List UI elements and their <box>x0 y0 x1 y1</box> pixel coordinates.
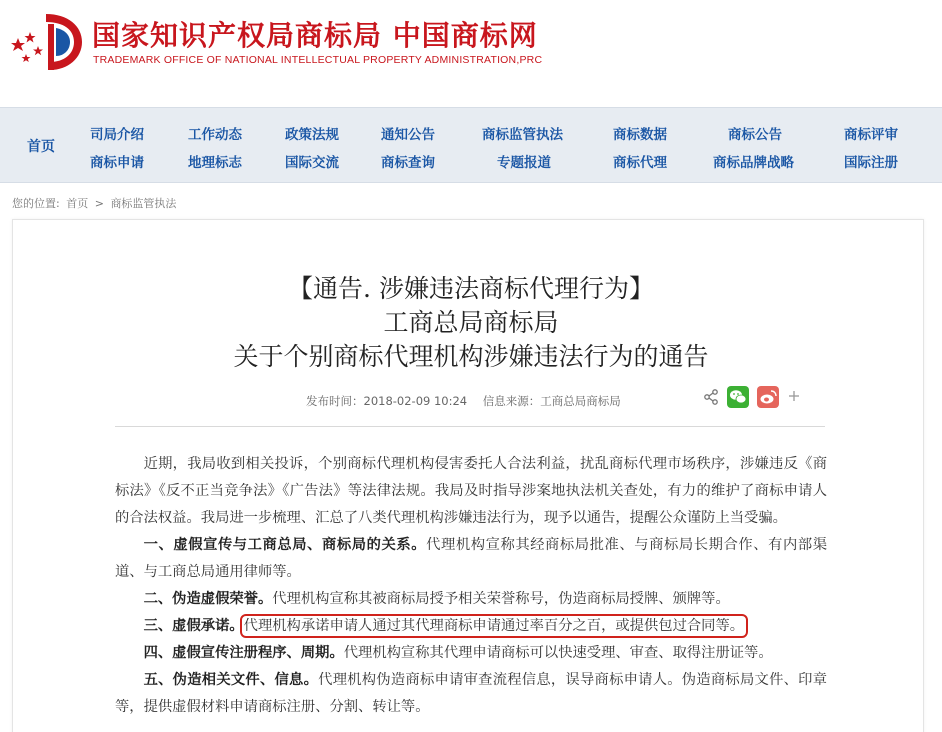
share-icon[interactable] <box>703 389 719 405</box>
breadcrumb-current[interactable]: 商标监管执法 <box>110 197 177 210</box>
title-divider <box>115 426 825 427</box>
article-title <box>0 272 942 374</box>
nav-item-trademark-agency[interactable]: 商标代理 <box>613 155 667 171</box>
breadcrumb-separator: > <box>94 197 104 210</box>
intro-paragraph: 近期，我局收到相关投诉，个别商标代理机构侵害委托人合法利益，扰乱商标代理市场秩序，涉嫌违反《商标法》《反不正当竞争法》《广告法》等法律法规。我局及时指导涉案地执法机关查处，有力的维护了商标申请人的合法权益。我局进一步梳理、汇总了八类代理机构涉嫌违法行为，现予以通告，提醒公众谨防上当受骗。 <box>115 456 827 526</box>
nav-item-international-registration[interactable]: 国际注册 <box>844 155 898 171</box>
nav-item-trademark-data[interactable]: 商标数据 <box>613 127 667 143</box>
item-heading: 四、虚假宣传注册程序、周期。 <box>143 645 344 661</box>
wechat-icon[interactable] <box>727 386 749 408</box>
article-title-line-1: 【通告. 涉嫌违法商标代理行为】 <box>288 274 654 303</box>
site-header <box>0 0 942 107</box>
nav-item-trademark-review[interactable]: 商标评审 <box>844 127 898 143</box>
article-title-line-3: 关于个别商标代理机构涉嫌违法行为的通告 <box>233 342 709 371</box>
nav-item-trademark-application[interactable]: 商标申请 <box>90 155 144 171</box>
nav-item-geographical-indication[interactable]: 地理标志 <box>188 155 242 171</box>
info-source: 信息来源：工商总局商标局 <box>482 394 621 408</box>
nav-item-trademark-announcement[interactable]: 商标公告 <box>728 127 782 143</box>
highlighted-text: 代理机构承诺申请人通过其代理商标申请通过率百分之百，或提供包过合同等。 <box>243 618 745 634</box>
item-text: 代理机构宣称其代理申请商标可以快速受理、审查、取得注册证等。 <box>343 645 773 661</box>
site-title: 国家知识产权局商标局 中国商标网 <box>92 19 538 52</box>
item-heading: 二、伪造虚假荣誉。 <box>143 591 273 607</box>
nav-item-international-exchange[interactable]: 国际交流 <box>285 155 339 171</box>
nav-item-notices[interactable]: 通知公告 <box>381 127 435 143</box>
nav-item-special-reports[interactable]: 专题报道 <box>497 155 551 171</box>
weibo-icon[interactable] <box>757 386 779 408</box>
item-heading: 三、虚假承诺。 <box>143 618 244 634</box>
nav-item-work-news[interactable]: 工作动态 <box>188 127 242 143</box>
plus-icon[interactable] <box>787 389 801 403</box>
item-text: 代理机构宣称其被商标局授予相关荣誉称号，伪造商标局授牌、颁牌等。 <box>272 591 730 607</box>
article-body <box>115 451 827 721</box>
breadcrumb-label: 您的位置: <box>12 197 60 210</box>
item-paragraph <box>115 640 827 667</box>
main-nav <box>0 107 942 183</box>
nav-item-trademark-search[interactable]: 商标查询 <box>381 155 435 171</box>
nav-item-policies-laws[interactable]: 政策法规 <box>285 127 339 143</box>
logo-icon[interactable] <box>8 12 88 74</box>
item-paragraph <box>115 667 827 721</box>
nav-item-bureau-intro[interactable]: 司局介绍 <box>90 127 144 143</box>
article-meta <box>306 393 621 409</box>
item-paragraph <box>115 613 827 640</box>
breadcrumb-home[interactable]: 首页 <box>66 197 89 210</box>
item-text: 代理机构伪造商标申请审查流程信息，误导商标申请人。伪造商标局文件、印章等，提供虚假材料申请商标注册、分割、转让等。 <box>115 672 828 715</box>
item-heading: 五、伪造相关文件、信息。 <box>143 672 319 688</box>
site-subtitle: TRADEMARK OFFICE OF NATIONAL INTELLECTUAL PROPERTY ADMINISTRATION,PRC <box>93 54 543 66</box>
article-title-line-2: 工商总局商标局 <box>383 308 559 337</box>
item-heading: 一、虚假宣传与工商总局、商标局的关系。 <box>143 537 427 553</box>
nav-item-brand-strategy[interactable]: 商标品牌战略 <box>713 155 794 171</box>
nav-home[interactable]: 首页 <box>27 139 55 155</box>
breadcrumb <box>12 195 176 211</box>
item-paragraph <box>115 532 827 586</box>
nav-item-supervision-enforcement[interactable]: 商标监管执法 <box>482 127 563 143</box>
item-text: 代理机构宣称其经商标局批准、与商标局长期合作、有内部渠道、与工商总局通用律师等。 <box>115 537 827 580</box>
publish-time: 发布时间：2018-02-09 10:24 <box>306 394 468 408</box>
item-paragraph <box>115 586 827 613</box>
